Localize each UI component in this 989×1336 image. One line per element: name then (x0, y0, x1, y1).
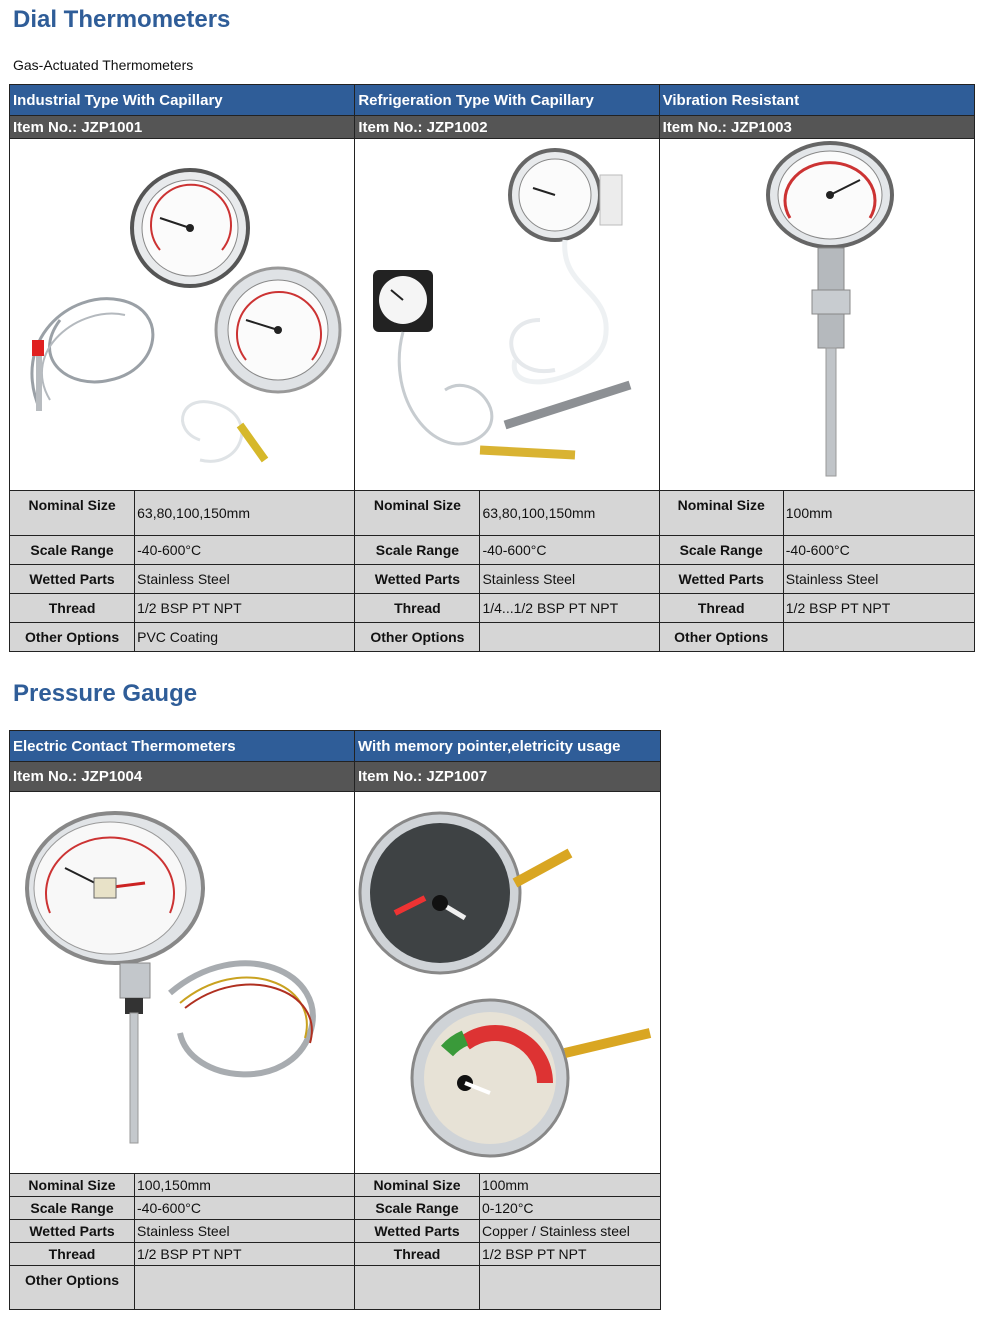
label-wetted-parts: Wetted Parts (10, 1220, 135, 1243)
label-thread: Thread (10, 1243, 135, 1266)
empty-cell (480, 1266, 661, 1310)
label-wetted-parts: Wetted Parts (10, 565, 135, 594)
value-wetted-parts: Stainless Steel (135, 565, 355, 594)
label-scale-range: Scale Range (10, 536, 135, 565)
value-nominal-size: 63,80,100,150mm (135, 491, 355, 536)
section-subtitle: Gas-Actuated Thermometers (13, 57, 194, 73)
value-thread: 1/2 BSP PT NPT (135, 594, 355, 623)
label-other-options: Other Options (659, 623, 783, 652)
value-scale-range: -40-600°C (480, 536, 659, 565)
value-scale-range: -40-600°C (135, 536, 355, 565)
label-thread: Thread (355, 1243, 480, 1266)
label-thread: Thread (10, 594, 135, 623)
value-wetted-parts: Stainless Steel (480, 565, 659, 594)
value-thread: 1/4...1/2 BSP PT NPT (480, 594, 659, 623)
label-thread: Thread (659, 594, 783, 623)
label-scale-range: Scale Range (10, 1197, 135, 1220)
label-wetted-parts: Wetted Parts (355, 565, 480, 594)
product-name: Electric Contact Thermometers (10, 731, 355, 762)
item-number: Item No.: JZP1003 (659, 116, 974, 139)
product-name: Refrigeration Type With Capillary (355, 85, 659, 116)
product-image-jzp1002 (355, 139, 659, 491)
value-scale-range: -40-600°C (783, 536, 974, 565)
section-title-dial: Dial Thermometers (13, 6, 231, 33)
product-image-jzp1001 (10, 139, 355, 491)
label-other-options: Other Options (355, 623, 480, 652)
product-image-jzp1004 (10, 792, 355, 1174)
pressure-product-table (9, 730, 661, 1310)
label-nominal-size: Nominal Size (10, 491, 135, 536)
product-name: Industrial Type With Capillary (10, 85, 355, 116)
value-nominal-size: 100,150mm (135, 1174, 355, 1197)
value-wetted-parts: Copper / Stainless steel (480, 1220, 661, 1243)
product-image-jzp1007 (355, 792, 661, 1174)
label-nominal-size: Nominal Size (10, 1174, 135, 1197)
section-title-pressure: Pressure Gauge (13, 680, 198, 707)
value-scale-range: 0-120°C (480, 1197, 661, 1220)
value-nominal-size: 63,80,100,150mm (480, 491, 659, 536)
thermometer-illustration (10, 793, 355, 1173)
value-wetted-parts: Stainless Steel (135, 1220, 355, 1243)
thermometer-illustration (10, 140, 355, 490)
item-number: Item No.: JZP1007 (355, 762, 661, 792)
empty-cell (355, 1266, 480, 1310)
item-number: Item No.: JZP1004 (10, 762, 355, 792)
label-scale-range: Scale Range (355, 536, 480, 565)
label-other-options: Other Options (10, 623, 135, 652)
label-other-options: Other Options (10, 1266, 135, 1310)
value-scale-range: -40-600°C (135, 1197, 355, 1220)
item-number: Item No.: JZP1001 (10, 116, 355, 139)
thermometer-illustration (660, 140, 975, 490)
value-other-options: PVC Coating (135, 623, 355, 652)
dial-product-table (9, 84, 975, 652)
label-wetted-parts: Wetted Parts (659, 565, 783, 594)
label-thread: Thread (355, 594, 480, 623)
value-thread: 1/2 BSP PT NPT (783, 594, 974, 623)
label-nominal-size: Nominal Size (355, 1174, 480, 1197)
label-nominal-size: Nominal Size (659, 491, 783, 536)
product-name: With memory pointer,eletricity usage (355, 731, 661, 762)
thermometer-illustration (355, 140, 659, 490)
label-nominal-size: Nominal Size (355, 491, 480, 536)
value-other-options (783, 623, 974, 652)
value-other-options (480, 623, 659, 652)
value-nominal-size: 100mm (783, 491, 974, 536)
item-number: Item No.: JZP1002 (355, 116, 659, 139)
value-other-options (135, 1266, 355, 1310)
label-wetted-parts: Wetted Parts (355, 1220, 480, 1243)
label-scale-range: Scale Range (355, 1197, 480, 1220)
value-thread: 1/2 BSP PT NPT (135, 1243, 355, 1266)
product-name: Vibration Resistant (659, 85, 974, 116)
value-wetted-parts: Stainless Steel (783, 565, 974, 594)
label-scale-range: Scale Range (659, 536, 783, 565)
value-thread: 1/2 BSP PT NPT (480, 1243, 661, 1266)
thermometer-illustration (355, 793, 659, 1173)
product-image-jzp1003 (659, 139, 974, 491)
value-nominal-size: 100mm (480, 1174, 661, 1197)
